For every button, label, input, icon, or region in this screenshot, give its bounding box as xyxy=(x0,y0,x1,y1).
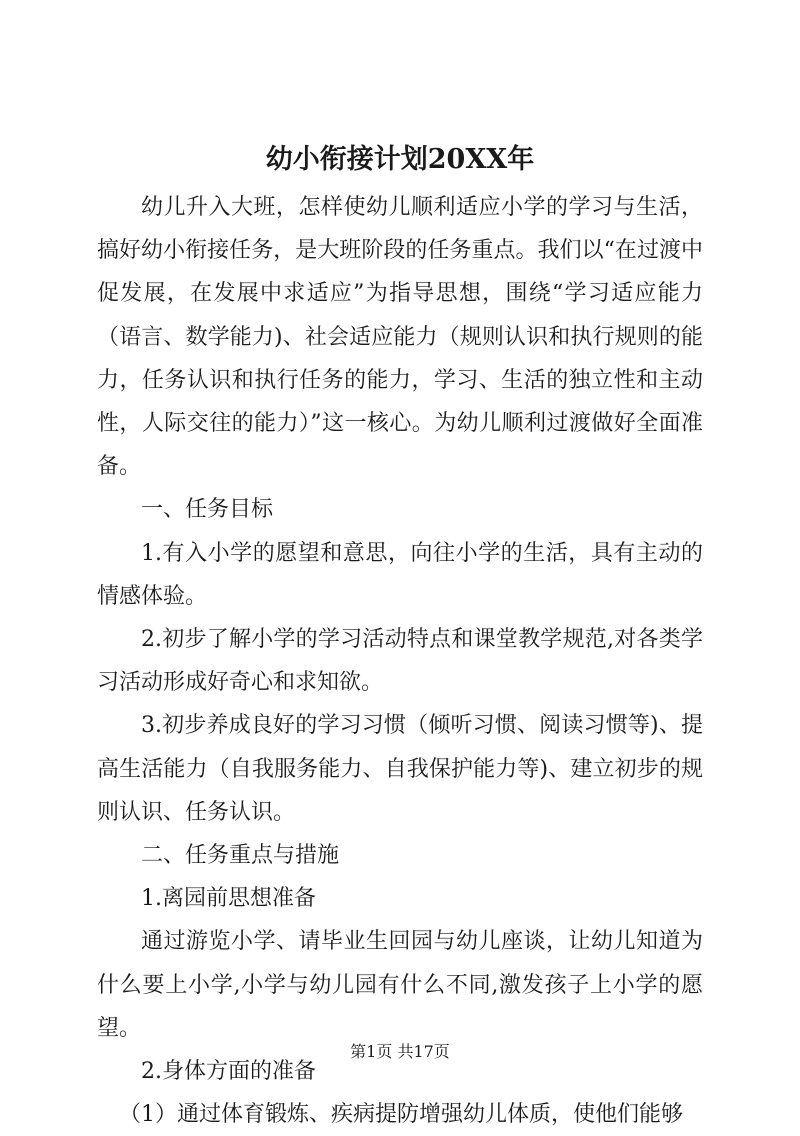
measure-heading-1: 1.离园前思想准备 xyxy=(141,886,316,912)
measure-heading-2: 2.身体方面的准备 xyxy=(141,1059,316,1085)
heading-task-focus: 二、任务重点与措施 xyxy=(141,843,340,869)
document-title: 幼小衔接计划20XX年 xyxy=(265,144,535,175)
goal-item-2: 2.初步了解小学的学习活动特点和课堂教学规范,对各类学习活动形成好奇心和求知欲。 xyxy=(97,627,703,696)
paragraph-intro: 幼儿升入大班，怎样使幼儿顺利适应小学的学习与生活，搞好幼小衔接任务，是大班阶段的任务重点。我们以“在过渡中促发展，在发展中求适应”为指导思想，围绕“学习适应能力（语言、数学能力)、社会适应能力（规则认识和执行规则的能力，任务认识和执行任务的能力，学习、生活的独立性和主动性，人际交往的能力）”这一核心。为幼儿顺利过渡做好全面准备。 xyxy=(97,195,703,480)
heading-task-goals: 一、任务目标 xyxy=(141,497,274,523)
measure-paragraph-1: 通过游览小学、请毕业生回园与幼儿座谈，让幼儿知道为什么要上小学,小学与幼儿园有什么不同,激发孩子上小学的愿望。 xyxy=(97,929,703,1041)
page-number-footer: 第1页 共17页 xyxy=(350,1042,450,1061)
document-body xyxy=(97,186,703,1136)
measure-item-2-1: （1）通过体育锻炼、疾病提防增强幼儿体质，使他们能够 xyxy=(119,1102,683,1128)
goal-item-1: 1.有入小学的愿望和意思，向往小学的生活，具有主动的情感体验。 xyxy=(97,540,703,609)
goal-item-3: 3.初步养成良好的学习习惯（倾听习惯、阅读习惯等)、提高生活能力（自我服务能力、自我保护能力等)、建立初步的规则认识、任务认识。 xyxy=(97,713,703,825)
